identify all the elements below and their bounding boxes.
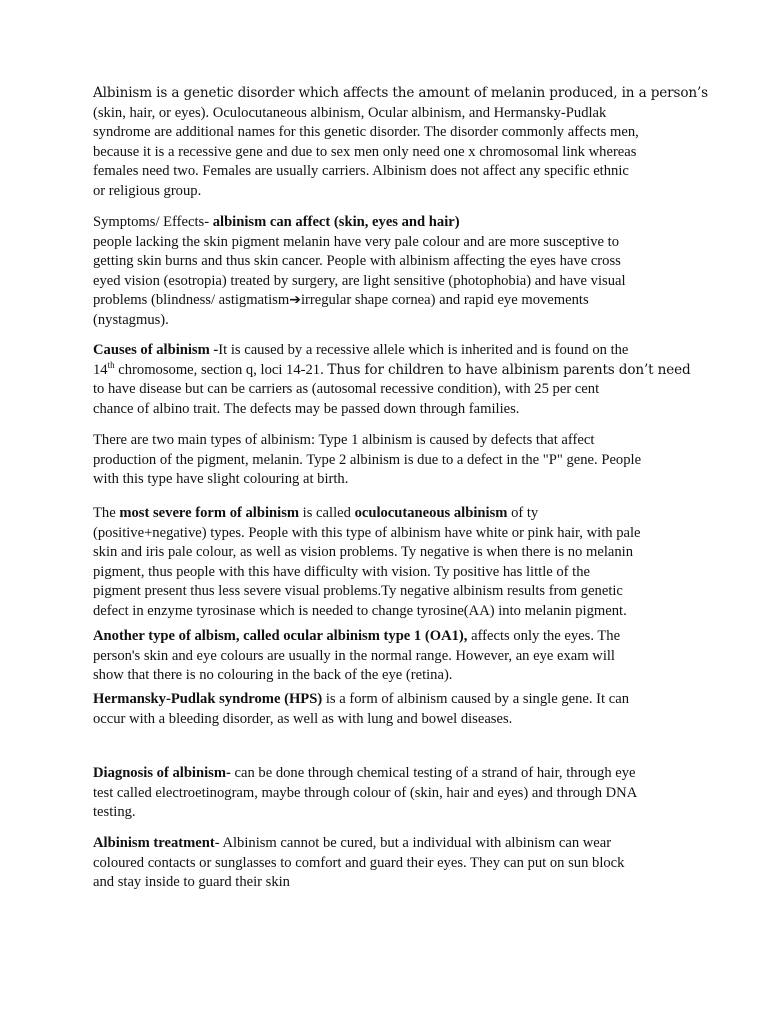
text-line: people lacking the skin pigment melanin have very pale colour and are more susceptive to — [93, 233, 620, 250]
severe-form-paragraph — [93, 504, 683, 622]
ordinal-suffix: th — [107, 359, 115, 370]
text-fragment: Thus for children to have albinism parents don’t need — [327, 361, 691, 378]
text-line — [93, 504, 683, 524]
text-line: production of the pigment, melanin. Type 2 albinism is due to a defect in the "P" gene. People — [93, 451, 642, 468]
text-fragment: of ty — [507, 505, 539, 521]
text-line: and stay inside to guard their skin — [93, 874, 290, 891]
text-fragment: The — [93, 505, 120, 521]
text-line: (nystagmus). — [93, 311, 169, 328]
causes-paragraph — [93, 341, 691, 419]
oca-bold: oculocutaneous albinism — [354, 505, 508, 521]
text-line: chance of albino trait. The defects may be passed down through families. — [93, 400, 520, 417]
text-line: testing. — [93, 804, 136, 821]
text-line — [93, 627, 683, 647]
treatment-paragraph — [93, 834, 683, 893]
symptoms-bold: albinism can affect (skin, eyes and hair) — [212, 214, 460, 230]
diagnosis-heading: Diagnosis of albinism- — [93, 765, 231, 781]
text-fragment: problems (blindness/ astigmatism — [93, 292, 290, 309]
treatment-heading: Albinism treatment — [93, 835, 215, 851]
text-line — [93, 341, 683, 361]
text-fragment: affects only the eyes. The — [467, 628, 621, 644]
text-line — [93, 764, 683, 784]
ocular-albinism-bold: Another type of albism, called ocular albinism type 1 (OA1), — [93, 628, 468, 644]
text-line: person's skin and eye colours are usually in the normal range. However, an eye exam will — [93, 647, 615, 664]
text-line: occur with a bleeding disorder, as well as with lung and bowel diseases. — [93, 710, 513, 727]
hps-bold: Hermansky-Pudlak syndrome (HPS) — [93, 691, 323, 707]
ocular-albinism-paragraph — [93, 627, 683, 686]
text-fragment: is a form of albinism caused by a single gene. It can — [322, 691, 629, 707]
text-line: (positive+negative) types. People with this type of albinism have white or pink hair, with pale — [93, 524, 641, 541]
text-line: getting skin burns and thus skin cancer. People with albinism affecting the eyes have cross — [93, 253, 621, 270]
text-line — [93, 291, 683, 311]
text-line — [93, 359, 691, 381]
text-line: females need two. Females are usually carriers. Albinism does not affect any specific ethnic — [93, 163, 629, 180]
diagnosis-paragraph — [93, 764, 683, 823]
text-line — [93, 834, 683, 854]
text-line: syndrome are additional names for this genetic disorder. The disorder commonly affects men, — [93, 124, 639, 141]
text-line: coloured contacts or sunglasses to comfort and guard their eyes. They can put on sun block — [93, 854, 625, 871]
text-line: with this type have slight colouring at birth. — [93, 471, 349, 488]
text-line: eyed vision (esotropia) treated by surgery, are light sensitive (photophobia) and have visual — [93, 272, 626, 289]
text-fragment: 14 — [93, 361, 108, 378]
text-line: because it is a recessive gene and due to sex men only need one x chromosomal link whereas — [93, 143, 637, 160]
text-fragment: irregular shape cornea) and rapid eye movements — [300, 292, 589, 309]
text-line: (skin, hair, or eyes). Oculocutaneous albinism, Ocular albinism, and Hermansky-Pudlak — [93, 104, 607, 121]
text-line — [93, 690, 683, 710]
severe-form-bold: most severe form of albinism — [119, 505, 300, 521]
text-fragment: It is caused by a recessive allele which is inherited and is found on the — [218, 342, 629, 358]
text-line: to have disease but can be carriers as (autosomal recessive condition), with 25 per cent — [93, 381, 600, 398]
symptoms-heading: Symptoms/ Effects- — [93, 214, 213, 230]
right-arrow-icon: ➔ — [289, 292, 301, 309]
text-line: test called electroetinogram, maybe through colour of (skin, hair and eyes) and through DNA — [93, 784, 638, 801]
types-paragraph — [93, 431, 683, 490]
text-fragment: can be done through chemical testing of a strand of hair, through eye — [230, 765, 636, 781]
text-fragment: is called — [299, 505, 355, 521]
text-line: or religious group. — [93, 182, 202, 199]
symptoms-paragraph — [93, 213, 683, 331]
text-line — [93, 213, 683, 233]
text-fragment: chromosome, section q, loci 14-21. — [114, 361, 328, 378]
text-line: defect in enzyme tyrosinase which is needed to change tyrosine(AA) into melanin pigment. — [93, 602, 627, 619]
intro-paragraph — [93, 84, 708, 202]
text-line: pigment, thus people with this have difficulty with vision. Ty positive has little of the — [93, 563, 591, 580]
text-line: skin and iris pale colour, as well as vision problems. Ty negative is when there is no melanin — [93, 544, 634, 561]
causes-heading: Causes of albinism - — [93, 342, 219, 358]
text-line: Albinism is a genetic disorder which affects the amount of melanin produced, in a person’s — [93, 85, 708, 101]
text-line: There are two main types of albinism: Type 1 albinism is caused by defects that affect — [93, 432, 595, 448]
text-line: pigment present thus less severe visual problems.Ty negative albinism results from genetic — [93, 583, 623, 600]
text-line: show that there is no colouring in the back of the eye (retina). — [93, 667, 453, 684]
hps-paragraph — [93, 690, 683, 729]
text-fragment: - Albinism cannot be cured, but a individual with albinism can wear — [214, 835, 612, 851]
